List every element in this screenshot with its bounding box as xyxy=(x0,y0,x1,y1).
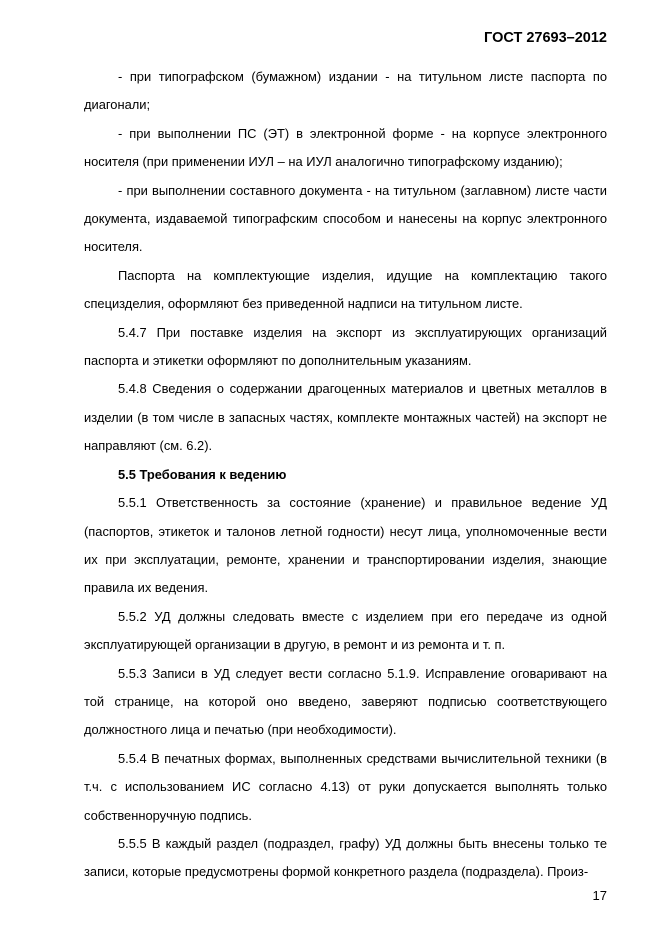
clause-5-5-4: 5.5.4 В печатных формах, выполненных средствами вычислительной техники (в т.ч. с использованием ИС согласно 4.13) от руки допускается выполнять только собственноручную подпись. xyxy=(84,750,607,823)
list-item-composite: - при выполнении составного документа - на титульном (заглавном) листе части документа, издаваемой типографским способом и нанесены на корпус электронного носителя. xyxy=(84,182,607,255)
clause-5-5-1: 5.5.1 Ответственность за состояние (хранение) и правильное ведение УД (паспортов, этикеток и талонов летной годности) несут лица, уполномоченные вести их при эксплуатации, ремонте, хранении и транспортировании изделия, знающие правила их ведения. xyxy=(84,495,607,596)
list-item-typographic: - при типографском (бумажном) издании - на титульном листе паспорта по диагонали; xyxy=(84,69,607,113)
clause-5-5-5: 5.5.5 В каждый раздел (подраздел, графу) УД должны быть внесены только те записи, которые предусмотрены формой конкретного раздела (подраздела). Произ- xyxy=(84,835,607,880)
list-item-electronic: - при выполнении ПС (ЭТ) в электронной форме - на корпусе электронного носителя (при применении ИУЛ – на ИУЛ аналогично типографскому изданию); xyxy=(84,125,607,170)
paragraph-component-passports: Паспорта на комплектующие изделия, идущие на комплектацию такого специзделия, оформляют без приведенной надписи на титульном листе. xyxy=(84,267,607,312)
clause-5-4-8: 5.4.8 Сведения о содержании драгоценных материалов и цветных металлов в изделии (в том числе в запасных частях, комплекте монтажных частей) на экспорт не направляют (см. 6.2). xyxy=(84,381,607,454)
section-heading-5-5: 5.5 Требования к ведению xyxy=(118,466,287,482)
body-text xyxy=(84,63,607,887)
clause-5-4-7: 5.4.7 При поставке изделия на экспорт из эксплуатирующих организаций паспорта и этикетки оформляют по дополнительным указаниям. xyxy=(84,324,607,369)
clause-5-5-2: 5.5.2 УД должны следовать вместе с изделием при его передаче из одной эксплуатирующей организации в другую, в ремонт и из ремонта и т. п. xyxy=(84,608,607,653)
clause-5-5-3: 5.5.3 Записи в УД следует вести согласно 5.1.9. Исправление оговаривают на той странице, на которой оно введено, заверяют подписью соответствующего должностного лица и печатью (при необходимости). xyxy=(84,665,607,738)
document-id-header: ГОСТ 27693–2012 xyxy=(484,30,607,46)
page-number: 17 xyxy=(592,888,607,903)
